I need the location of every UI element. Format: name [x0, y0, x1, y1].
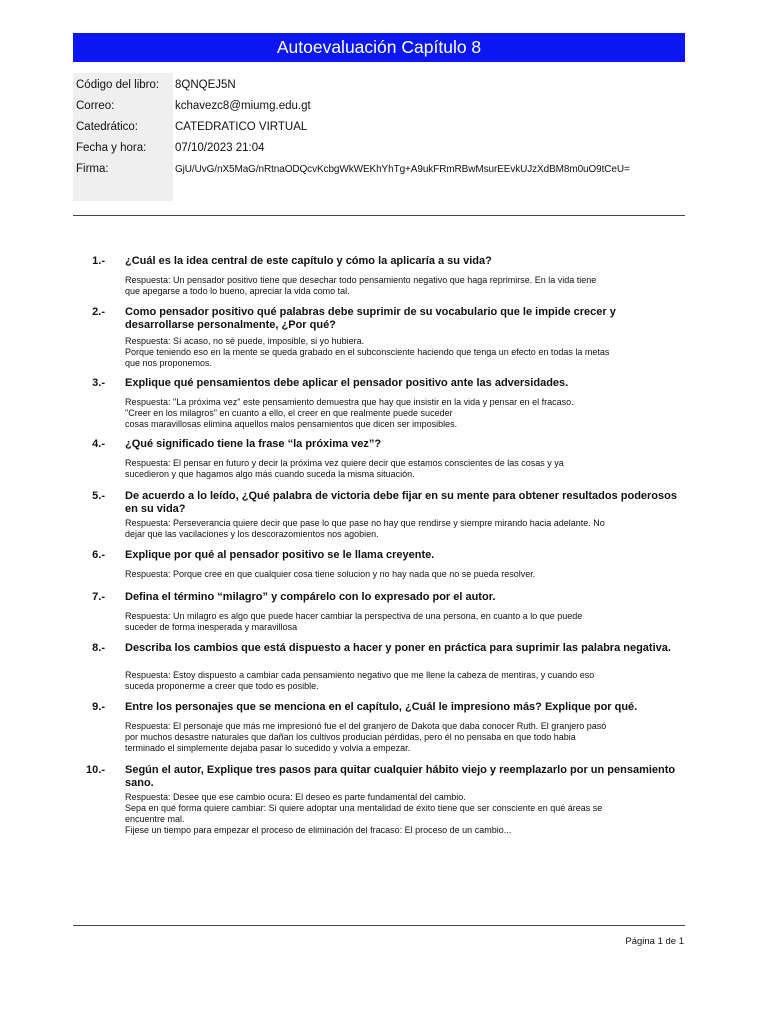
answer-line: Respuesta: "La próxima vez" este pensamiento demuestra que hay que insistir en la vida y pensar en el fracaso.: [125, 397, 574, 407]
question-text: Explique qué pensamientos debe aplicar el pensador positivo ante las adversidades.: [125, 377, 569, 389]
value-book-code: 8QNQEJ5N: [175, 79, 236, 91]
label-datetime: Fecha y hora:: [76, 142, 147, 154]
question-number: 1.-: [92, 255, 105, 267]
answer-line: encuentre mal.: [125, 814, 185, 824]
answer-line: suceder de forma inesperada y maravillosa: [125, 622, 298, 632]
answer-line: Fijese un tiempo para empezar el proceso de eliminación del fracaso: El proceso de un cambio...: [125, 825, 512, 835]
top-divider: [73, 215, 685, 216]
answer-text: [125, 569, 685, 580]
page-number: Página 1 de 1: [625, 936, 684, 947]
answer-line: Respuesta: El pensar en futuro y decir la próxima vez quiere decir que estamos conscientes de las cosas y ya: [125, 458, 564, 468]
answer-line: Respuesta: Sí acaso, no sé puede, imposible, si yo hubiera.: [125, 336, 365, 346]
question-number: 3.-: [92, 377, 105, 389]
answer-line: por muchos desastre naturales que dañan los cultivos producian pérdidas, pero él no pensaba en que todo habia: [125, 732, 576, 742]
answer-text: [125, 397, 685, 430]
label-signature: Firma:: [76, 163, 109, 175]
question-text: Entre los personajes que se menciona en el capítulo, ¿Cuál le impresiono más? Explique por qué.: [125, 701, 638, 713]
answer-text: [125, 721, 685, 754]
page-title: Autoevaluación Capítulo 8: [276, 37, 482, 57]
answer-line: sucedieron y que hagamos algo más cuando suceda la misma situación.: [125, 469, 415, 479]
answer-line: Respuesta: Un pensador positivo tiene que desechar todo pensamiento negativo que haga reprimirse. En la vida tiene: [125, 275, 597, 285]
question-number: 10.-: [86, 764, 105, 776]
value-email: kchavezc8@miumg.edu.gt: [175, 100, 311, 112]
value-datetime: 07/10/2023 21:04: [175, 142, 265, 154]
value-signature: GjU/UvG/nX5MaG/nRtnaODQcvKcbgWkWEKhYhTg+A9ukFRmRBwMsurEEvkUJzXdBM8m0uO9tCeU=: [175, 164, 630, 175]
bottom-divider: [73, 925, 685, 926]
answer-line: Respuesta: Perseverancia quiere decir que pase lo que pase no hay que rendirse y siempre mirando hacia adelante. No: [125, 518, 605, 528]
answer-line: Respuesta: Porque cree en que cualquier cosa tiene solucion y no hay nada que no se pueda resolver.: [125, 569, 536, 579]
question-text: De acuerdo a lo leído, ¿Qué palabra de victoria debe fijar en su mente para obtener resultados poderosos en su vida?: [125, 490, 677, 515]
answer-line: suceda proponerme a creer que todo es posible.: [125, 681, 319, 691]
answer-line: cosas maravillosas elimina aquellos malos pensamientos que dicen ser imposibles.: [125, 419, 458, 429]
metadata-table: [73, 73, 685, 201]
question-number: 2.-: [92, 306, 105, 318]
answer-text: [125, 670, 685, 692]
answer-text: [125, 458, 685, 480]
question-text: Explique por qué al pensador positivo se le llama creyente.: [125, 549, 435, 561]
answer-text: [125, 336, 685, 369]
question-text: Defina el término “milagro” y compárelo con lo expresado por el autor.: [125, 591, 496, 603]
question-number: 5.-: [92, 490, 105, 502]
label-book-code: Código del libro:: [76, 79, 160, 91]
answer-text: [125, 518, 685, 540]
answer-text: [125, 611, 685, 633]
question-text: ¿Cuál es la idea central de este capítulo y cómo la aplicaría a su vida?: [125, 255, 492, 267]
question-number: 9.-: [92, 701, 105, 713]
answer-line: Respuesta: Desee que ese cambio ocura: El deseo es parte fundamental del cambio.: [125, 792, 466, 802]
value-instructor: CATEDRATICO VIRTUAL: [175, 121, 308, 133]
answer-line: Respuesta: El personaje que más me impresionó fue el del granjero de Dakota que daba conocer Ruth. El granjero pasó: [125, 721, 607, 731]
metadata-values: [173, 73, 685, 201]
answer-line: que apegarse a todo lo bueno, apreciar la vida como tal.: [125, 286, 350, 296]
metadata-labels: [73, 73, 173, 201]
question-number: 7.-: [92, 591, 105, 603]
question-text: ¿Qué significado tiene la frase “la próxima vez”?: [125, 438, 382, 450]
question-number: 4.-: [92, 438, 105, 450]
label-email: Correo:: [76, 100, 115, 112]
question-text: Describa los cambios que está dispuesto a hacer y poner en práctica para suprimir las palabra negativa.: [125, 642, 671, 654]
label-instructor: Catedrático:: [76, 121, 139, 133]
answer-line: Sepa en qué forma quiere cambiar: Si quiere adoptar una mentalidad de éxito tiene que ser consciente en qué áreas se: [125, 803, 603, 813]
answer-text: [125, 792, 685, 836]
answer-line: Respuesta: Estoy dispuesto a cambiar cada pensamiento negativo que me llene la cabeza de mentiras, y cuando eso: [125, 670, 595, 680]
answer-line: que nos proponemos.: [125, 358, 213, 368]
question-number: 8.-: [92, 642, 105, 654]
question-text: Según el autor, Explique tres pasos para quitar cualquier hábito viejo y reemplazarlo por un pensamiento sano.: [125, 764, 676, 789]
answer-text: [125, 275, 685, 297]
page-title-bar: [73, 33, 685, 62]
answer-line: Porque teniendo eso en la mente se queda grabado en el subconsciente haciendo que tenga un efecto en todas la metas: [125, 347, 610, 357]
question-number: 6.-: [92, 549, 105, 561]
answer-line: terminado el simplemente dejaba pasar lo sucedido y volvia a empezar.: [125, 743, 411, 753]
answer-line: dejar que las vacilaciones y los descorazomientos nos agobien.: [125, 529, 379, 539]
question-text: Como pensador positivo qué palabras debe suprimir de su vocabulario que le impide crecer y desarrollarse personalmente, ¿Por qué?: [125, 306, 616, 331]
answer-line: Respuesta: Un milagro es algo que puede hacer cambiar la perspectiva de una persona, en cuanto a lo que puede: [125, 611, 583, 621]
answer-line: "Creer en los milagros" en cuanto a ello, el creer en que realmente puede suceder: [125, 408, 453, 418]
